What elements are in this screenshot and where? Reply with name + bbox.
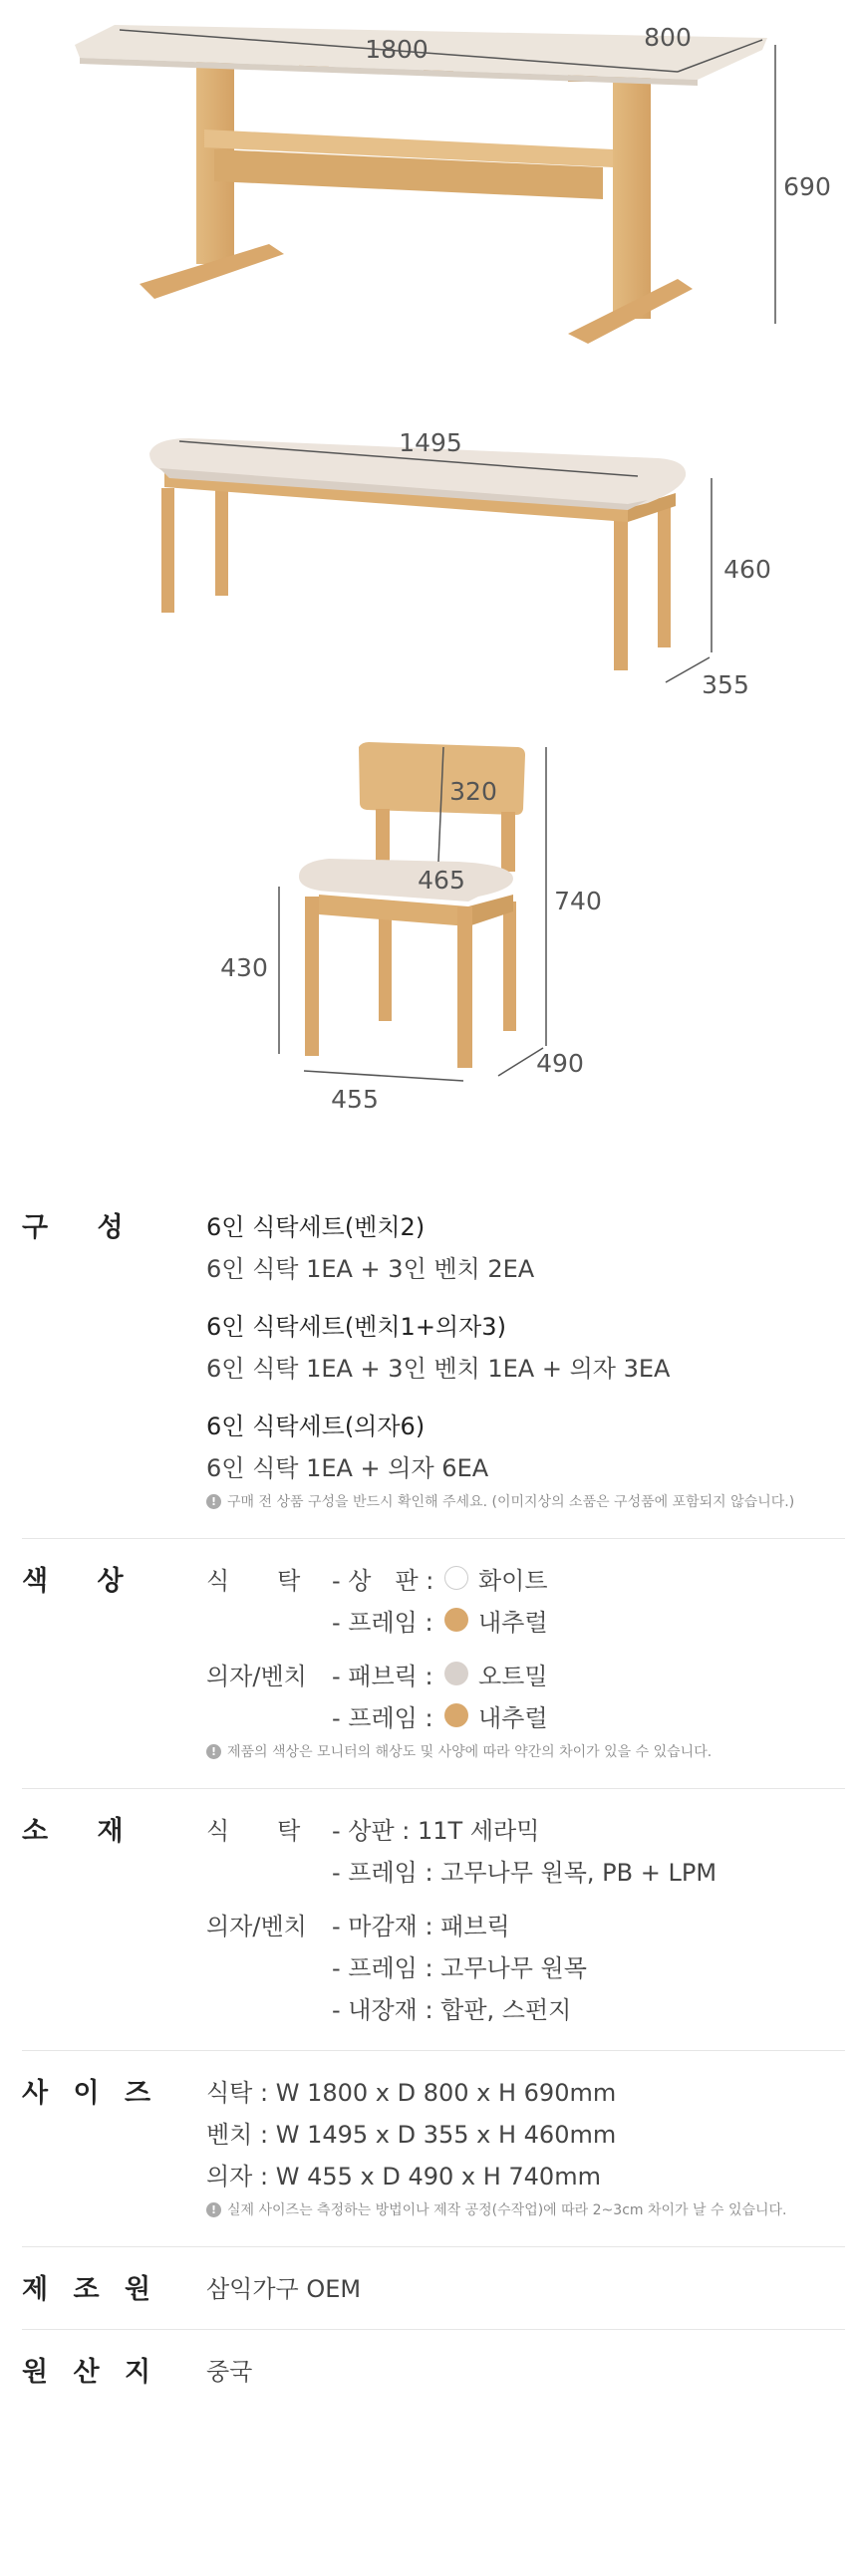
color-note: ! 제품의 색상은 모니터의 해상도 및 사양에 따라 약간의 차이가 있을 수 있습니다. xyxy=(206,1736,845,1766)
size-line: 의자 : W 455 x D 490 x H 740mm xyxy=(206,2162,601,2190)
spec-row-origin xyxy=(22,2330,845,2412)
dining-table-illustration xyxy=(75,23,831,344)
table-depth-label: 800 xyxy=(644,23,692,52)
spec-label-composition: 구 성 xyxy=(22,1212,143,1243)
chair-depth-label: 490 xyxy=(536,1049,584,1078)
chair-width-label: 455 xyxy=(331,1085,379,1114)
composition-note: ! 구매 전 상품 구성을 반드시 확인해 주세요. (이미지상의 소품은 구성품에 포함되지 않습니다.) xyxy=(206,1486,845,1516)
spec-label-origin: 원 산 지 xyxy=(22,2357,159,2388)
set-title: 6인 식탁세트(벤치1+의자3) xyxy=(206,1312,506,1341)
spec-label-maker: 제 조 원 xyxy=(22,2274,159,2305)
chair-seat-height-label: 430 xyxy=(220,953,268,982)
spec-row-composition xyxy=(22,1185,845,1539)
bench-height-label: 460 xyxy=(723,555,771,584)
material-category-chair-bench: 의자/벤치 xyxy=(206,1912,307,1940)
size-line: 벤치 : W 1495 x D 355 x H 460mm xyxy=(206,2120,617,2149)
material-category-table: 식 탁 xyxy=(206,1816,301,1845)
product-dimension-illustrations xyxy=(0,0,857,1116)
origin-value: 중국 xyxy=(206,2357,253,2386)
product-spec-table xyxy=(22,1185,845,2412)
color-category-table: 식 탁 xyxy=(206,1566,301,1595)
size-line: 식탁 : W 1800 x D 800 x H 690mm xyxy=(206,2078,617,2107)
info-icon: ! xyxy=(206,1744,221,1759)
white-swatch xyxy=(444,1566,468,1590)
bench-depth-label: 355 xyxy=(702,670,749,699)
spec-label-size: 사 이 즈 xyxy=(22,2078,159,2109)
color-value: 오트밀 xyxy=(478,1662,548,1690)
info-icon: ! xyxy=(206,2202,221,2217)
chair-height-label: 740 xyxy=(554,887,602,915)
set-detail: 6인 식탁 1EA + 3인 벤치 2EA xyxy=(206,1254,535,1283)
chair-back-width-label: 320 xyxy=(449,777,497,806)
spec-row-color: 색 상 식 탁 - 상 판 : 화이트 - 프레임 : 내추럴 의자/벤치 - 패브릭 : 오트밀 - 프레임 : 내추럴 ! 제품의 색상은 모니터의 해상도 및 사양에 따라 약간의 차이가 있을 수 있습니다. xyxy=(22,1539,845,1789)
set-detail: 6인 식탁 1EA + 의자 6EA xyxy=(206,1453,489,1482)
color-value: 내추럴 xyxy=(478,1703,548,1732)
spec-row-size xyxy=(22,2051,845,2247)
info-icon: ! xyxy=(206,1494,221,1509)
set-title: 6인 식탁세트(벤치2) xyxy=(206,1212,426,1241)
chair-illustration xyxy=(220,742,602,1114)
spec-label-color: 색 상 xyxy=(22,1566,143,1597)
natural-swatch xyxy=(444,1608,468,1632)
table-height-label: 690 xyxy=(783,172,831,201)
bench-illustration xyxy=(149,428,771,699)
table-width-label: 1800 xyxy=(365,35,428,64)
set-detail: 6인 식탁 1EA + 3인 벤치 1EA + 의자 3EA xyxy=(206,1354,671,1383)
spec-label-material: 소 재 xyxy=(22,1816,143,1847)
color-value: 내추럴 xyxy=(478,1608,548,1637)
set-title: 6인 식탁세트(의자6) xyxy=(206,1412,426,1440)
chair-seat-width-label: 465 xyxy=(418,866,465,895)
color-category-chair-bench: 의자/벤치 xyxy=(206,1662,307,1690)
size-note: ! 실제 사이즈는 측정하는 방법이나 제작 공정(수작업)에 따라 2~3cm 차이가 날 수 있습니다. xyxy=(206,2194,845,2224)
oatmeal-swatch xyxy=(444,1662,468,1685)
spec-row-maker xyxy=(22,2247,845,2330)
color-value: 화이트 xyxy=(478,1566,548,1595)
spec-row-material: 소 재 식 탁 - 상판 : 11T 세라믹 - 프레임 : 고무나무 원목, PB + LPM 의자/벤치 - 마감재 : 패브릭 - 프레임 : 고무나무 원목 - 내장재 : 합판, 스펀지 xyxy=(22,1789,845,2051)
maker-value: 삼익가구 OEM xyxy=(206,2274,362,2303)
natural-swatch xyxy=(444,1703,468,1727)
bench-width-label: 1495 xyxy=(399,428,462,457)
